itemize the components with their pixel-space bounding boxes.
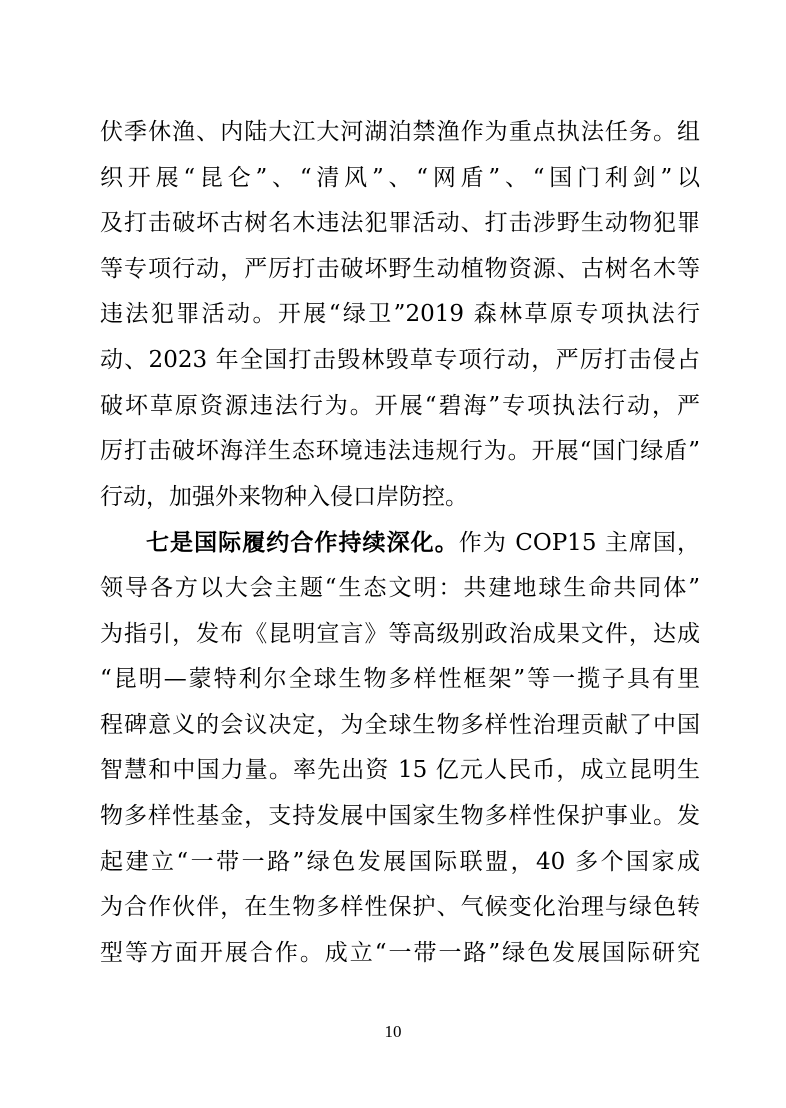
text-line: 厉打击破坏海洋生态环境违法违规行为。开展“国门绿盾”	[100, 438, 700, 465]
text-line: 等专项行动，严厉打击破坏野生动植物资源、古树名木等	[100, 255, 700, 282]
text-line: 起建立“一带一路”绿色发展国际联盟，40 多个国家成	[100, 848, 700, 875]
body-text	[100, 110, 700, 976]
text-line: 伏季休渔、内陆大江大河湖泊禁渔作为重点执法任务。组	[100, 119, 700, 145]
text-line: 行动，加强外来物种入侵口岸防控。	[100, 483, 468, 510]
page-number: 10	[384, 1022, 402, 1041]
text-line: 动、2023 年全国打击毁林毁草专项行动，严厉打击侵占	[100, 346, 700, 373]
text-line: 为合作伙伴，在生物多样性保护、气候变化治理与绿色转	[100, 894, 700, 921]
text-line: 织开展“昆仑”、“清风”、“网盾”、“国门利剑”以	[100, 164, 700, 191]
text-line: 型等方面开展合作。成立“一带一路”绿色发展国际研究	[100, 939, 700, 966]
text-line: 破坏草原资源违法行为。开展“碧海”专项执法行动，严	[100, 392, 700, 419]
text-line: “昆明—蒙特利尔全球生物多样性框架”等一揽子具有里	[100, 666, 700, 693]
text-line: 智慧和中国力量。率先出资 15 亿元人民币，成立昆明生	[100, 757, 700, 784]
paragraph-heading: 七是国际履约合作持续深化。	[146, 529, 459, 557]
text-line: 及打击破坏古树名木违法犯罪活动、打击涉野生动物犯罪	[100, 210, 700, 237]
text-span: 作为 COP15 主席国，	[458, 530, 700, 557]
text-line: 领导各方以大会主题“生态文明：共建地球生命共同体”	[100, 574, 700, 601]
text-line: 程碑意义的会议决定，为全球生物多样性治理贡献了中国	[100, 711, 700, 738]
text-line: 违法犯罪活动。开展“绿卫”2019 森林草原专项执法行	[100, 301, 700, 328]
paragraph-first-line	[100, 520, 700, 566]
text-line: 物多样性基金，支持发展中国家生物多样性保护事业。发	[100, 802, 700, 829]
text-line: 为指引，发布《昆明宣言》等高级别政治成果文件，达成	[100, 620, 700, 647]
